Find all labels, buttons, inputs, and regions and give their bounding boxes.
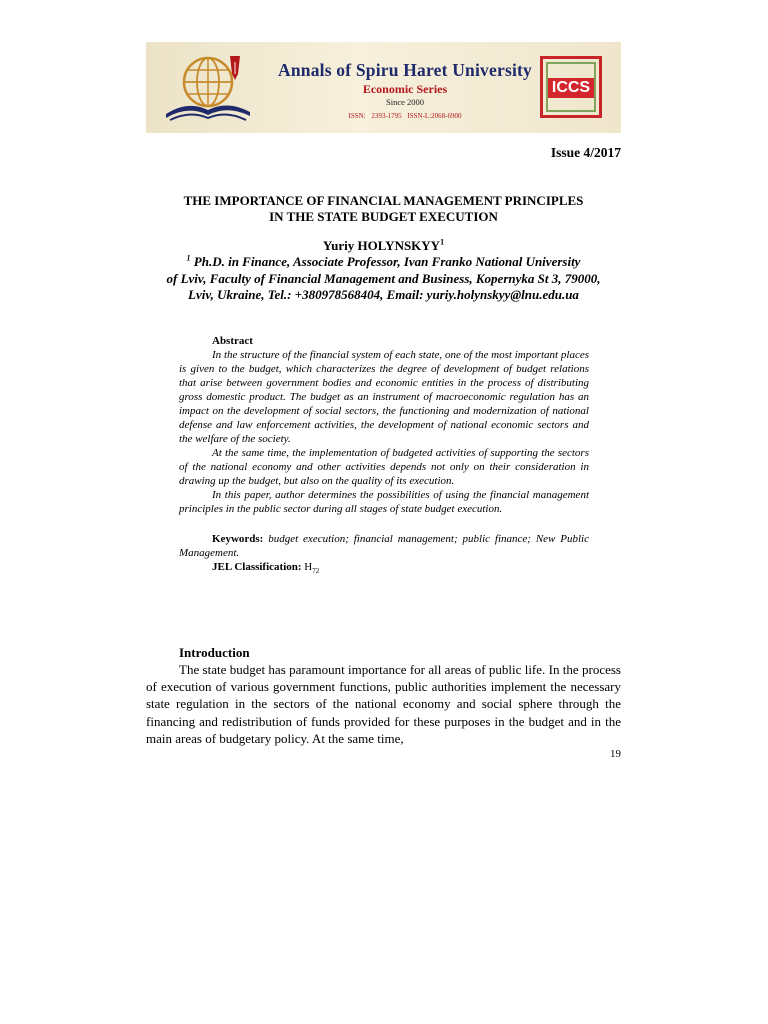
affiliation-line-2: of Lviv, Faculty of Financial Management and Business, Kopernyka St 3, 79000, <box>166 270 601 286</box>
abstract-paragraph-1: In the structure of the financial system of each state, one of the most important places is given to the budget, which characterizes the degree of development of budget relations that arise between government bodies and economic entities in the process of distributing gross domestic product. The budget as an instrument of macroeconomic regulation has an impact on the development of social sectors, the functioning and modernization of national defense and law enforcement activities, the development of national economic sectors and the welfare of the society. <box>179 349 589 445</box>
journal-series: Economic Series <box>362 82 448 96</box>
paper-title <box>146 193 621 224</box>
journal-issn: ISSN: 2393-1795 ISSN-L:2068-6900 <box>348 112 462 120</box>
journal-since: Since 2000 <box>385 97 424 107</box>
abstract-paragraph-3: In this paper, author determines the possibilities of using the financial management principles in the public sector during all stages of state budget execution. <box>179 489 589 515</box>
iccs-badge <box>540 56 602 118</box>
jel-code: H <box>301 561 313 573</box>
journal-banner <box>146 42 621 133</box>
jel-classification <box>179 560 589 578</box>
affiliation-line-3: Lviv, Ukraine, Tel.: +380978568404, Email: yuriy.holynskyy@lnu.edu.ua <box>188 287 579 302</box>
keywords-label: Keywords: <box>212 533 264 545</box>
affiliation-line-1-text: Ph.D. in Finance, Associate Professor, Ivan Franko National University <box>190 254 581 269</box>
paper-title-line-2: IN THE STATE BUDGET EXECUTION <box>269 208 498 224</box>
globe-pen-book-logo-icon <box>160 52 255 126</box>
abstract-heading: Abstract <box>212 335 253 347</box>
abstract-section <box>179 334 589 578</box>
author-name-text: Yuriy HOLYNSKYY <box>322 238 441 253</box>
author-affiliation <box>140 254 627 304</box>
introduction-paragraph: The state budget has paramount importance for all areas of public life. In the process of execution of various government functions, public authorities implement the necessary state regulation in the sectors of the national economy and social sphere through the financing and redistribution of funds provided for these purposes in the budget and in the main areas of budgetary policy. At the same time, <box>146 662 621 746</box>
keywords-line <box>179 532 589 560</box>
journal-title: Annals of Spiru Haret University <box>277 60 532 80</box>
keywords-text: budget execution; financial management; public finance; New Public Management. <box>179 533 589 559</box>
page-number: 19 <box>610 748 621 760</box>
author-footnote-mark: 1 <box>440 237 445 247</box>
paper-title-line-1: THE IMPORTANCE OF FINANCIAL MANAGEMENT PRINCIPLES <box>183 193 584 208</box>
jel-label: JEL Classification: <box>212 561 302 573</box>
iccs-badge-text: ICCS <box>548 78 594 98</box>
author-name <box>146 238 621 253</box>
issue-label: Issue 4/2017 <box>550 145 621 160</box>
abstract-paragraph-2: At the same time, the implementation of budgeted activities of supporting the sectors of the national economy and other activities depends not only on their consideration in drawing up the budget, but also on the quality of its execution. <box>179 447 589 487</box>
jel-code-subscript: 72 <box>312 567 320 576</box>
affiliation-footnote-mark: 1 <box>186 253 191 263</box>
affiliation-line-1 <box>140 254 627 271</box>
introduction-heading: Introduction <box>179 645 250 660</box>
